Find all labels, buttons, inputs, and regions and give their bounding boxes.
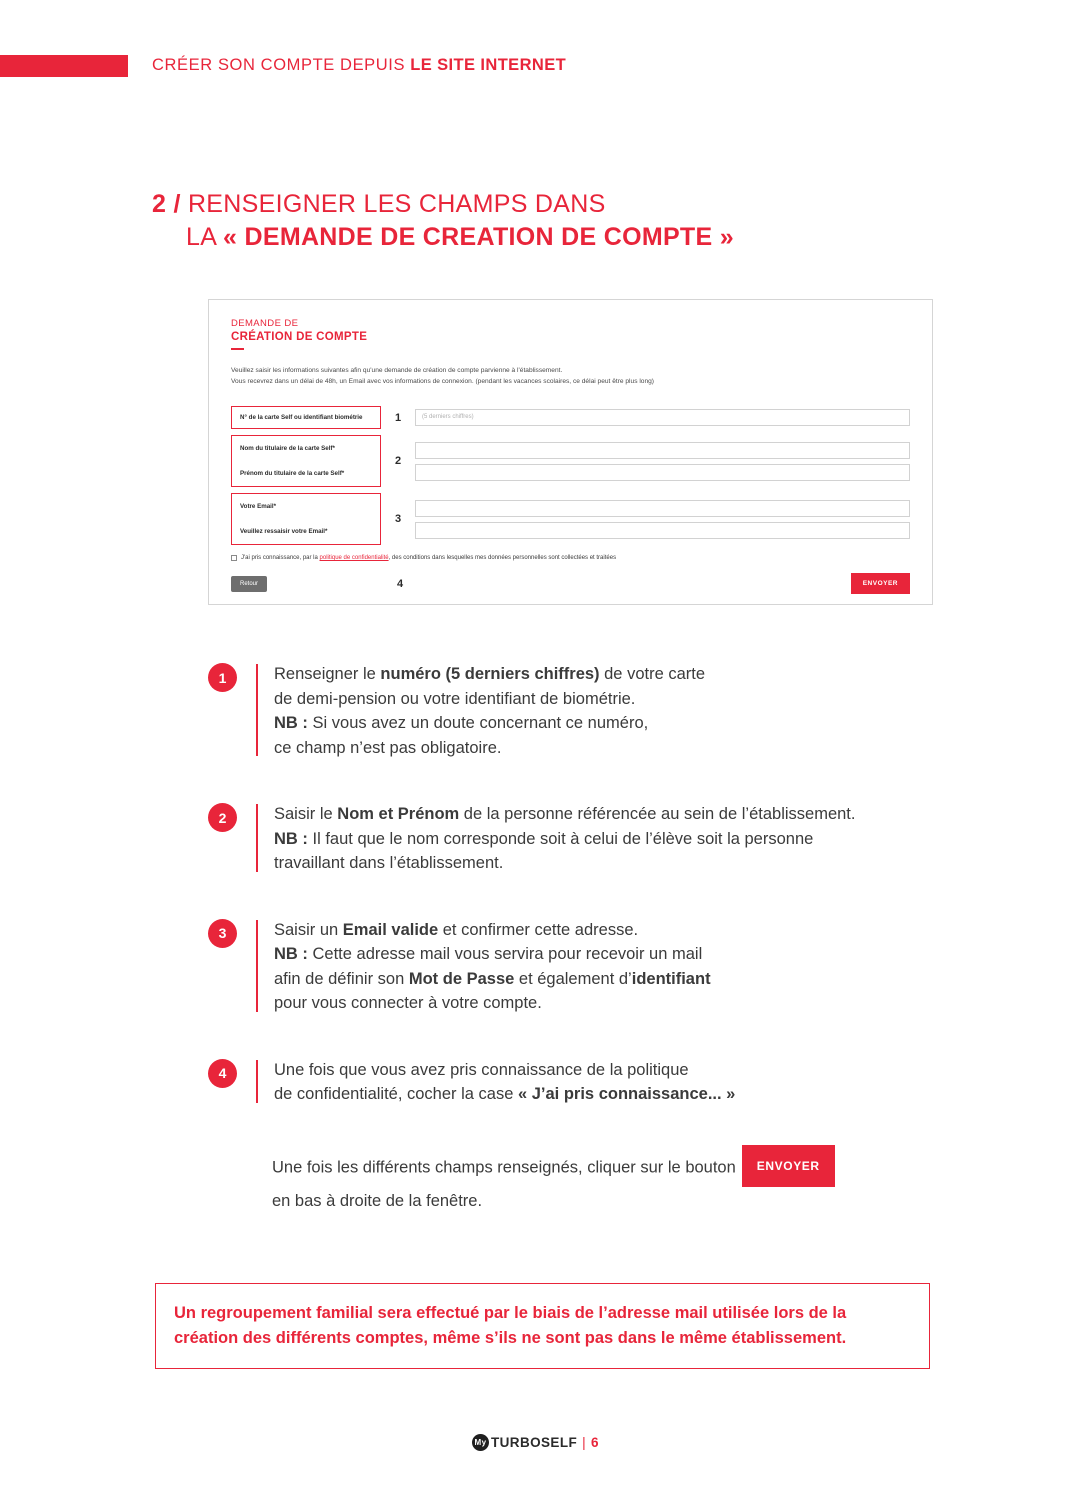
form-intro — [231, 366, 910, 387]
name-input-group — [415, 442, 910, 481]
section-number: 2 / — [152, 190, 188, 218]
header-kicker — [152, 56, 566, 75]
section-line1: RENSEIGNER LES CHAMPS DANS — [187, 190, 606, 218]
send-button[interactable]: ENVOYER — [851, 573, 910, 594]
consent-row[interactable] — [231, 555, 910, 561]
step-text-fragment: ce champ n’est pas obligatoire. — [274, 738, 502, 757]
step-badge: 2 — [208, 803, 237, 832]
name-labels — [231, 435, 381, 487]
page-footer — [0, 1434, 1071, 1451]
page-title — [152, 188, 734, 254]
step-badge: 4 — [208, 1059, 237, 1088]
step-rule — [256, 1060, 258, 1103]
card-number-label: N° de la carte Self ou identifiant biométrie — [231, 406, 381, 429]
notice-text — [174, 1301, 911, 1351]
card-number-input[interactable]: (5 derniers chiffres) — [415, 409, 910, 426]
step-text-fragment: NB : — [274, 829, 308, 848]
logo-text: TURBOSELF — [491, 1435, 578, 1450]
step-item — [208, 916, 938, 1016]
email-input[interactable] — [415, 500, 910, 517]
form-screenshot-content — [209, 300, 932, 604]
step-text-fragment: identifiant — [631, 969, 711, 988]
form-heading-rule — [231, 348, 244, 350]
step-text-fragment: Mot de Passe — [408, 969, 515, 988]
inline-send-button[interactable]: ENVOYER — [742, 1145, 835, 1188]
firstname-input[interactable] — [415, 464, 910, 481]
email-labels — [231, 493, 381, 545]
step-text-fragment: de la personne référencée au sein de l’établissement. — [459, 805, 856, 823]
form-screenshot — [208, 299, 933, 605]
step-rule — [256, 664, 258, 756]
form-heading-large: CRÉATION DE COMPTE — [231, 331, 368, 343]
back-button[interactable]: Retour — [231, 576, 267, 592]
card-number-input-group — [415, 409, 910, 426]
email-label: Votre Email* — [240, 503, 276, 510]
step-text-fragment: numéro (5 derniers chiffres) — [380, 665, 600, 683]
step-text-fragment: Renseigner le — [274, 665, 381, 683]
logo-icon: My — [472, 1434, 489, 1451]
final-line2: en bas à droite de la fenêtre. — [272, 1192, 483, 1210]
step-text-fragment: Saisir le — [274, 805, 338, 823]
callout-1: 1 — [394, 411, 402, 424]
callout-2: 2 — [394, 455, 402, 467]
form-footer — [231, 573, 910, 594]
firstname-label: Prénom du titulaire de la carte Self* — [240, 470, 345, 477]
final-instruction-text — [272, 1147, 835, 1214]
section-line2-prefix: LA — [186, 223, 224, 251]
form-row-card — [231, 406, 910, 429]
section-line2 — [152, 221, 734, 254]
step-text — [274, 916, 711, 1016]
consent-checkbox[interactable] — [231, 555, 237, 561]
step-text-fragment: et également d’ — [514, 969, 632, 988]
step-text-fragment: Si vous avez un doute concernant ce numéro, — [307, 714, 649, 732]
header-kicker-bold: LE SITE INTERNET — [410, 56, 567, 74]
header-accent-bar — [0, 55, 128, 77]
consent-text-before: J'ai pris connaissance, par la — [241, 555, 320, 561]
form-intro-line1: Veuillez saisir les informations suivantes afin qu'une demande de création de compte parvienne à l'établissement. — [231, 367, 563, 374]
step-text-fragment: de demi-pension ou votre identifiant de biométrie. — [274, 689, 636, 708]
callout-3: 3 — [394, 513, 402, 525]
email-input-group — [415, 500, 910, 539]
step-text-fragment: de confidentialité, cocher la case — [274, 1085, 518, 1103]
step-badge: 1 — [208, 663, 237, 692]
step-rule — [256, 920, 258, 1012]
step-rule — [256, 804, 258, 872]
final-line1: Une fois les différents champs renseignés, cliquer sur le bouton — [272, 1158, 736, 1177]
step-text-fragment: afin de définir son — [274, 969, 409, 988]
step-text-fragment: de votre carte — [599, 665, 706, 683]
callout-4: 4 — [396, 577, 404, 590]
step-text-fragment: NB : — [274, 714, 308, 732]
lastname-input[interactable] — [415, 442, 910, 459]
account-request-form — [231, 406, 910, 594]
consent-text-after: , des conditions dans lesquelles mes données personnelles sont collectées et traitées — [388, 555, 617, 561]
form-intro-line2: Vous recevrez dans un délai de 48h, un Email avec vos informations de connexion. (pendant les vacances scolaires, ce délai peut être plus long) — [231, 377, 654, 385]
step-text-fragment: Il faut que le nom corresponde soit à celui de l’élève soit la personne — [307, 829, 814, 848]
notice-box — [155, 1283, 930, 1369]
notice-line1: Un regroupement familial sera effectué par le biais de l’adresse mail utilisée lors de la — [174, 1304, 847, 1322]
step-text-fragment: Une fois que vous avez pris connaissance de la politique — [274, 1060, 689, 1079]
step-text-fragment: Nom et Prénom — [337, 805, 460, 823]
footer-separator: | — [582, 1435, 587, 1450]
page-number: 6 — [591, 1435, 599, 1450]
section-line2-bold: « DEMANDE DE CREATION DE COMPTE » — [223, 223, 734, 251]
step-item — [208, 1056, 938, 1107]
privacy-policy-link[interactable]: politique de confidentialité — [319, 555, 389, 561]
email-confirm-input[interactable] — [415, 522, 910, 539]
step-text-fragment: et confirmer cette adresse. — [438, 920, 639, 939]
step-text-fragment: Cette adresse mail vous servira pour recevoir un mail — [307, 945, 703, 963]
header-kicker-normal: CRÉER SON COMPTE DEPUIS — [152, 56, 411, 74]
lastname-label: Nom du titulaire de la carte Self* — [240, 445, 335, 452]
step-item — [208, 800, 938, 876]
step-badge: 3 — [208, 919, 237, 948]
steps-list — [208, 660, 938, 1214]
notice-line2: création des différents comptes, même s’ils ne sont pas dans le même établissement. — [174, 1329, 847, 1347]
step-text — [274, 800, 855, 876]
step-text-fragment: Saisir un — [274, 920, 343, 939]
step-text-fragment: pour vous connecter à votre compte. — [274, 994, 542, 1012]
step-text-fragment: travaillant dans l’établissement. — [274, 854, 504, 872]
consent-text — [241, 555, 616, 561]
step-text — [274, 1056, 735, 1107]
step-item — [208, 660, 938, 760]
form-row-email — [231, 493, 910, 545]
final-instruction — [208, 1147, 938, 1214]
step-text-fragment: NB : — [274, 945, 308, 963]
email-confirm-label: Veuillez ressaisir votre Email* — [240, 528, 328, 535]
step-text — [274, 660, 705, 760]
form-row-name — [231, 435, 910, 487]
form-heading-small: DEMANDE DE — [231, 318, 299, 329]
step-text-fragment: « J’ai pris connaissance... » — [517, 1085, 736, 1103]
step-text-fragment: Email valide — [342, 920, 439, 939]
